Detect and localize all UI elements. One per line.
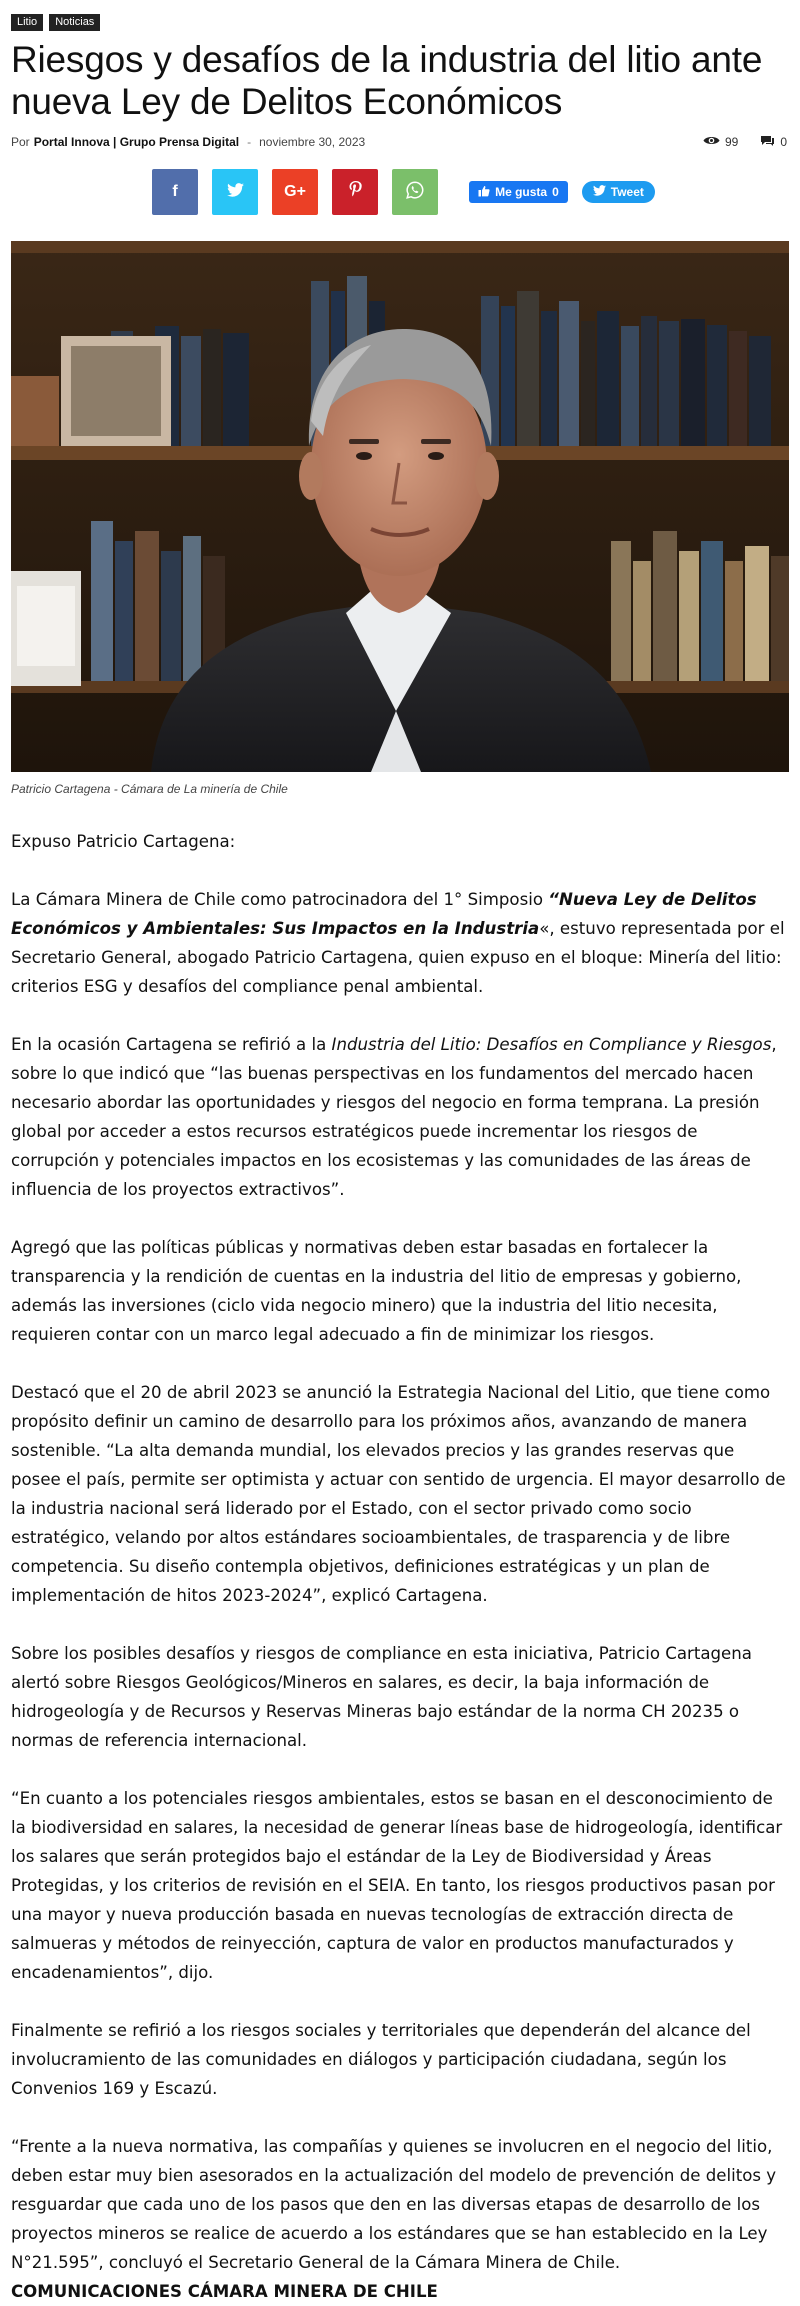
article-meta [11,133,789,151]
tweet-button[interactable] [582,181,655,203]
paragraph-3-text-b: , sobre lo que indicó que “las buenas perspectivas en los fundamentos del mercado hacen necesario abordar las oportunidades y riesgos del negocio en forma temprana. La presión global por acceder a estos recursos estratégicos puede incrementar los riesgos de corrupción y potenciales impactos en los ecosistemas y las comunidades de las áreas de influencia de los proyectos extractivos”. [11,1035,777,1199]
whatsapp-icon [406,181,424,204]
paragraph-9: “Frente a la nueva normativa, las compañías y quienes se involucren en el negocio del litio, deben estar muy bien asesorados en la actualización del modelo de prevención de delitos y resguardar que cada uno de los pasos que den en las diversas etapas de desarrollo de los proyectos mineros se realice de acuerdo a los estándares que se han establecido en la Ley N°21.595”, concluyó el Secretario General de la Cámara Minera de Chile. [11,2137,777,2272]
paragraph-3-text-a: En la ocasión Cartagena se refirió a la [11,1035,332,1054]
article-stats [703,135,789,150]
eye-icon [703,135,720,149]
article-title: Riesgos y desafíos de la industria del litio ante nueva Ley de Delitos Económicos [11,39,763,122]
share-twitter-button[interactable] [212,169,258,215]
article-signoff: COMUNICACIONES CÁMARA MINERA DE CHILE [11,2282,438,2301]
portrait-illustration [11,241,789,772]
tweet-label: Tweet [610,185,644,199]
paragraph-2 [11,885,789,1001]
article-body [11,827,789,2306]
paragraph-4: Agregó que las políticas públicas y normativas deben estar basadas en fortalecer la transparencia y la rendición de cuentas en la industria del litio de empresas y gobierno, además las inversiones (ciclo vida negocio minero) que la industria del litio necesita, requieren contar con un marco legal adecuado a fin de minimizar los riesgos. [11,1238,742,1344]
facebook-icon: f [172,183,178,200]
share-facebook-button[interactable] [152,169,198,215]
talk-title: Industria del Litio: Desafíos en Compliance y Riesgos [331,1035,772,1054]
paragraph-intro: Expuso Patricio Cartagena: [11,832,236,851]
image-caption: Patricio Cartagena - Cámara de La minería de Chile [11,782,288,796]
category-tag-litio[interactable]: Litio [11,14,43,31]
paragraph-8: Finalmente se refirió a los riesgos sociales y territoriales que dependerán del alcance del involucramiento de las comunidades en diálogos y participación ciudadana, según los Convenios 169 y Escazú. [11,2021,751,2098]
twitter-bird-icon [593,185,606,199]
symposium-title: “Nueva Ley de Delitos Económicos y Ambientales: Sus Impactos en la Industria [11,890,757,938]
paragraph-3 [11,1030,789,1204]
share-bar [11,168,789,216]
views-stat [703,135,738,149]
share-whatsapp-button[interactable] [392,169,438,215]
twitter-icon [227,183,244,202]
share-googleplus-button[interactable] [272,169,318,215]
pinterest-icon [349,181,362,203]
thumbs-up-icon [478,185,490,200]
views-count: 99 [724,135,739,149]
category-tags [11,0,789,31]
share-pinterest-button[interactable] [332,169,378,215]
featured-photo [11,241,789,772]
like-label: Me gusta [495,185,548,199]
author-prefix: Por [11,135,30,149]
google-plus-icon: G+ [284,183,306,200]
paragraph-5: Destacó que el 20 de abril 2023 se anunció la Estrategia Nacional del Litio, que tiene como propósito definir un camino de desarrollo para los próximos años, avanzando de manera sostenible. “La alta demanda mundial, los elevados precios y las grandes reservas que posee el país, permite ser optimista y actuar con sentido de urgencia. El mayor desarrollo de la industria nacional será liderado por el Estado, con el sector privado como socio estratégico, velando por altos estándares socioambientales, de trasparencia y de libre competencia. Su diseño contempla objetivos, definiciones estratégicas y un plan de implementación de hitos 2023-2024”, explicó Cartagena. [11,1383,786,1605]
publish-date: noviembre 30, 2023 [259,135,366,149]
category-tag-noticias[interactable]: Noticias [49,14,100,31]
paragraph-2-text-a: La Cámara Minera de Chile como patrocinadora del 1° Simposio [11,890,549,909]
paragraph-2-text-b: «, estuvo representada por el Secretario General, abogado Patricio Cartagena, quien expuso en el bloque: Minería del litio: criterios ESG y desafíos del compliance penal ambiental. [11,919,785,996]
paragraph-6: Sobre los posibles desafíos y riesgos de compliance en esta iniciativa, Patricio Cartagena alertó sobre Riesgos Geológicos/Mineros en salares, es decir, la baja información de hidrogeología y de Recursos y Reservas Mineras bajo estándar de la norma CH 20235 o normas de referencia internacional. [11,1644,752,1750]
paragraph-7: “En cuanto a los potenciales riesgos ambientales, estos se basan en el desconocimiento de la biodiversidad en salares, la necesidad de generar líneas base de hidrogeología, identificar los salares que serán protegidos bajo el estándar de la Ley de Biodiversidad y Áreas Protegidas, y los criterios de revisión en el SEIA. En tanto, los riesgos productivos pasan por una mayor y nueva producción basada en nuevas tecnologías de extracción directa de salmueras y métodos de reinyección, captura de valor en productos manufacturados y encadenamientos”, dijo. [11,1789,783,1982]
comment-icon [760,135,775,150]
author-date [11,135,365,149]
featured-figure [11,241,789,797]
comments-stat[interactable] [760,135,787,150]
author-link[interactable]: Portal Innova | Grupo Prensa Digital [33,135,240,149]
comments-count: 0 [780,135,787,149]
meta-separator: - [247,135,252,149]
like-count: 0 [552,185,559,199]
facebook-like-button[interactable] [469,181,568,203]
social-widgets [469,181,655,203]
